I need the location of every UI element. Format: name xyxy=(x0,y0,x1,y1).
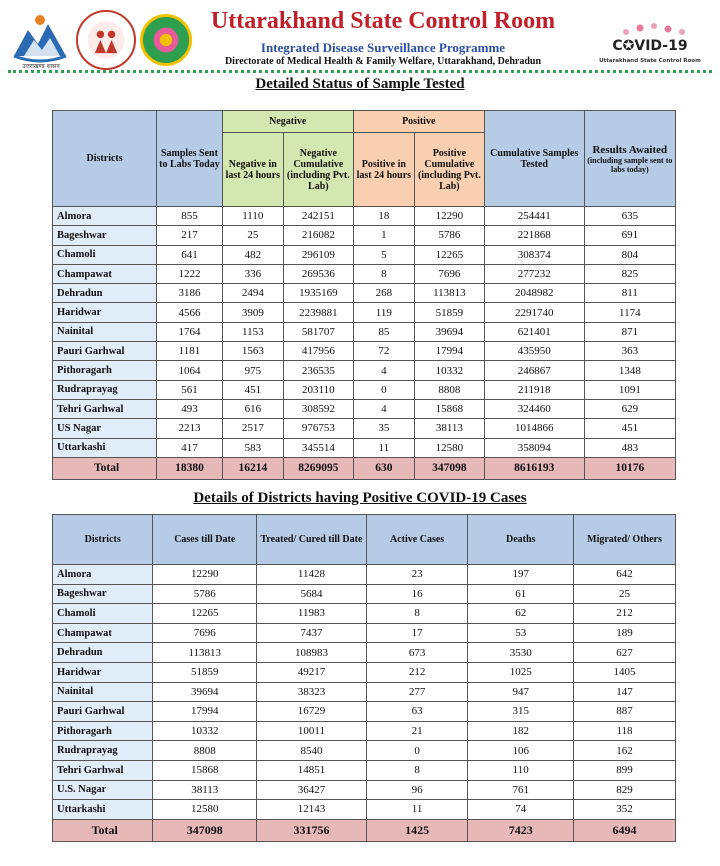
col-negative-24h: Negative in last 24 hours xyxy=(222,133,283,207)
value-cell: 277 xyxy=(366,682,468,702)
value-cell: 8 xyxy=(366,604,468,624)
table-row xyxy=(53,380,676,399)
value-cell: 417 xyxy=(157,438,223,457)
total-row xyxy=(53,457,676,479)
table-row xyxy=(53,419,676,438)
total-value-cell: 18380 xyxy=(157,457,223,479)
value-cell: 189 xyxy=(574,623,676,643)
value-cell: 85 xyxy=(353,322,414,341)
value-cell: 7696 xyxy=(153,623,257,643)
value-cell: 2048982 xyxy=(484,284,584,303)
value-cell: 38113 xyxy=(414,419,484,438)
col-results-awaited xyxy=(584,111,675,207)
value-cell: 16729 xyxy=(257,702,367,722)
value-cell: 451 xyxy=(584,419,675,438)
district-name-cell: Dehradun xyxy=(53,284,157,303)
value-cell: 583 xyxy=(222,438,283,457)
value-cell: 113813 xyxy=(414,284,484,303)
total-value-cell: 1425 xyxy=(366,819,468,841)
value-cell: 621401 xyxy=(484,322,584,341)
value-cell: 212 xyxy=(574,604,676,624)
district-name-cell: Dehradun xyxy=(53,643,153,663)
district-name-cell: Almora xyxy=(53,207,157,226)
uttarakhand-emblem-logo xyxy=(8,10,72,70)
value-cell: 871 xyxy=(584,322,675,341)
header-divider xyxy=(8,70,712,73)
total-value-cell: 16214 xyxy=(222,457,283,479)
value-cell: 254441 xyxy=(484,207,584,226)
value-cell: 976753 xyxy=(283,419,353,438)
value-cell: 825 xyxy=(584,264,675,283)
value-cell: 17994 xyxy=(414,342,484,361)
value-cell: 18 xyxy=(353,207,414,226)
covid-badge-subtext: Uttarakhand State Control Room xyxy=(599,58,701,64)
total-value-cell: 8616193 xyxy=(484,457,584,479)
col-group-positive: Positive xyxy=(353,111,484,133)
district-name-cell: Uttarkashi xyxy=(53,800,153,820)
table-row xyxy=(53,682,676,702)
value-cell: 39694 xyxy=(153,682,257,702)
value-cell: 113813 xyxy=(153,643,257,663)
table-row xyxy=(53,207,676,226)
total-value-cell: 630 xyxy=(353,457,414,479)
value-cell: 12265 xyxy=(414,245,484,264)
value-cell: 493 xyxy=(157,399,223,418)
value-cell: 96 xyxy=(366,780,468,800)
table-row xyxy=(53,662,676,682)
value-cell: 2239881 xyxy=(283,303,353,322)
value-cell: 110 xyxy=(468,760,574,780)
value-cell: 899 xyxy=(574,760,676,780)
value-cell: 12265 xyxy=(153,604,257,624)
total-label-cell: Total xyxy=(53,819,153,841)
total-value-cell: 347098 xyxy=(414,457,484,479)
table-row xyxy=(53,780,676,800)
district-name-cell: U.S. Nagar xyxy=(53,780,153,800)
table-row xyxy=(53,399,676,418)
value-cell: 947 xyxy=(468,682,574,702)
total-row xyxy=(53,819,676,841)
value-cell: 315 xyxy=(468,702,574,722)
table-row xyxy=(53,438,676,457)
district-name-cell: Chamoli xyxy=(53,245,157,264)
value-cell: 1348 xyxy=(584,361,675,380)
district-name-cell: Tehri Garhwal xyxy=(53,399,157,418)
value-cell: 25 xyxy=(574,584,676,604)
value-cell: 1174 xyxy=(584,303,675,322)
positive-cases-table xyxy=(52,514,676,842)
value-cell: 12290 xyxy=(414,207,484,226)
results-awaited-note: (including sample sent to labs today) xyxy=(587,155,673,174)
value-cell: 242151 xyxy=(283,207,353,226)
value-cell: 119 xyxy=(353,303,414,322)
value-cell: 855 xyxy=(157,207,223,226)
value-cell: 642 xyxy=(574,565,676,585)
district-name-cell: Chamoli xyxy=(53,604,153,624)
value-cell: 1405 xyxy=(574,662,676,682)
col-active: Active Cases xyxy=(366,515,468,565)
table-row xyxy=(53,760,676,780)
value-cell: 5786 xyxy=(414,226,484,245)
value-cell: 308374 xyxy=(484,245,584,264)
value-cell: 1222 xyxy=(157,264,223,283)
value-cell: 211918 xyxy=(484,380,584,399)
value-cell: 8808 xyxy=(153,741,257,761)
col-cumulative-tested: Cumulative Samples Tested xyxy=(484,111,584,207)
district-name-cell: Nainital xyxy=(53,322,157,341)
value-cell: 51859 xyxy=(414,303,484,322)
col-treated: Treated/ Cured till Date xyxy=(257,515,367,565)
district-name-cell: Uttarkashi xyxy=(53,438,157,457)
value-cell: 0 xyxy=(353,380,414,399)
value-cell: 217 xyxy=(157,226,223,245)
value-cell: 363 xyxy=(584,342,675,361)
table-row xyxy=(53,361,676,380)
value-cell: 62 xyxy=(468,604,574,624)
table-row xyxy=(53,604,676,624)
district-name-cell: Bageshwar xyxy=(53,584,153,604)
table-row xyxy=(53,284,676,303)
total-label-cell: Total xyxy=(53,457,157,479)
total-value-cell: 347098 xyxy=(153,819,257,841)
district-name-cell: Pauri Garhwal xyxy=(53,702,153,722)
col-migrated: Migrated/ Others xyxy=(574,515,676,565)
total-value-cell: 8269095 xyxy=(283,457,353,479)
value-cell: 23 xyxy=(366,565,468,585)
district-name-cell: Champawat xyxy=(53,623,153,643)
value-cell: 451 xyxy=(222,380,283,399)
col-districts: Districts xyxy=(53,111,157,207)
value-cell: 11983 xyxy=(257,604,367,624)
value-cell: 811 xyxy=(584,284,675,303)
table-row xyxy=(53,245,676,264)
value-cell: 197 xyxy=(468,565,574,585)
value-cell: 21 xyxy=(366,721,468,741)
value-cell: 53 xyxy=(468,623,574,643)
value-cell: 182 xyxy=(468,721,574,741)
value-cell: 147 xyxy=(574,682,676,702)
value-cell: 277232 xyxy=(484,264,584,283)
value-cell: 7437 xyxy=(257,623,367,643)
value-cell: 482 xyxy=(222,245,283,264)
value-cell: 5 xyxy=(353,245,414,264)
value-cell: 203110 xyxy=(283,380,353,399)
value-cell: 236535 xyxy=(283,361,353,380)
value-cell: 336 xyxy=(222,264,283,283)
col-positive-cumulative: Positive Cumulative (including Pvt. Lab) xyxy=(414,133,484,207)
value-cell: 345514 xyxy=(283,438,353,457)
value-cell: 14851 xyxy=(257,760,367,780)
value-cell: 5684 xyxy=(257,584,367,604)
value-cell: 8808 xyxy=(414,380,484,399)
sample-section-title: Detailed Status of Sample Tested xyxy=(255,76,465,92)
district-name-cell: Nainital xyxy=(53,682,153,702)
programme-subtitle: Integrated Disease Surveillance Programme xyxy=(260,40,506,55)
value-cell: 10011 xyxy=(257,721,367,741)
district-name-cell: US Nagar xyxy=(53,419,157,438)
value-cell: 1935169 xyxy=(283,284,353,303)
value-cell: 108983 xyxy=(257,643,367,663)
value-cell: 17 xyxy=(366,623,468,643)
value-cell: 435950 xyxy=(484,342,584,361)
national-health-mission-logo xyxy=(76,10,136,70)
value-cell: 4 xyxy=(353,399,414,418)
value-cell: 8 xyxy=(353,264,414,283)
value-cell: 1110 xyxy=(222,207,283,226)
value-cell: 358094 xyxy=(484,438,584,457)
value-cell: 1181 xyxy=(157,342,223,361)
value-cell: 2517 xyxy=(222,419,283,438)
value-cell: 2494 xyxy=(222,284,283,303)
cases-section-title: Details of Districts having Positive COVID-19 Cases xyxy=(193,490,527,506)
directorate-line: Directorate of Medical Health & Family Welfare, Uttarakhand, Dehradun xyxy=(224,56,542,67)
value-cell: 887 xyxy=(574,702,676,722)
total-value-cell: 10176 xyxy=(584,457,675,479)
value-cell: 691 xyxy=(584,226,675,245)
value-cell: 162 xyxy=(574,741,676,761)
district-name-cell: Haridwar xyxy=(53,662,153,682)
value-cell: 12580 xyxy=(414,438,484,457)
value-cell: 106 xyxy=(468,741,574,761)
col-group-negative: Negative xyxy=(222,111,353,133)
value-cell: 74 xyxy=(468,800,574,820)
value-cell: 38323 xyxy=(257,682,367,702)
value-cell: 641 xyxy=(157,245,223,264)
district-name-cell: Bageshwar xyxy=(53,226,157,245)
value-cell: 4 xyxy=(353,361,414,380)
value-cell: 12580 xyxy=(153,800,257,820)
col-samples-sent: Samples Sent to Labs Today xyxy=(157,111,223,207)
district-name-cell: Pithoragarh xyxy=(53,721,153,741)
value-cell: 36427 xyxy=(257,780,367,800)
total-value-cell: 6494 xyxy=(574,819,676,841)
value-cell: 561 xyxy=(157,380,223,399)
table-row xyxy=(53,741,676,761)
value-cell: 51859 xyxy=(153,662,257,682)
value-cell: 761 xyxy=(468,780,574,800)
table-row xyxy=(53,226,676,245)
value-cell: 1563 xyxy=(222,342,283,361)
district-name-cell: Haridwar xyxy=(53,303,157,322)
value-cell: 212 xyxy=(366,662,468,682)
page-header xyxy=(0,0,720,78)
value-cell: 38113 xyxy=(153,780,257,800)
value-cell: 629 xyxy=(584,399,675,418)
value-cell: 15868 xyxy=(414,399,484,418)
logo-caption: उत्तराखण्ड शासन xyxy=(22,63,60,70)
district-name-cell: Tehri Garhwal xyxy=(53,760,153,780)
table-row xyxy=(53,264,676,283)
value-cell: 16 xyxy=(366,584,468,604)
table-row xyxy=(53,303,676,322)
district-name-cell: Rudraprayag xyxy=(53,741,153,761)
district-name-cell: Rudraprayag xyxy=(53,380,157,399)
value-cell: 11 xyxy=(366,800,468,820)
covid-badge-text: C✪VID-19 xyxy=(612,38,688,54)
district-name-cell: Pithoragarh xyxy=(53,361,157,380)
value-cell: 12290 xyxy=(153,565,257,585)
value-cell: 804 xyxy=(584,245,675,264)
table-row xyxy=(53,584,676,604)
total-value-cell: 7423 xyxy=(468,819,574,841)
value-cell: 975 xyxy=(222,361,283,380)
value-cell: 1764 xyxy=(157,322,223,341)
table-row xyxy=(53,702,676,722)
value-cell: 8 xyxy=(366,760,468,780)
value-cell: 4566 xyxy=(157,303,223,322)
value-cell: 269536 xyxy=(283,264,353,283)
value-cell: 35 xyxy=(353,419,414,438)
value-cell: 673 xyxy=(366,643,468,663)
value-cell: 308592 xyxy=(283,399,353,418)
results-awaited-label: Results Awaited xyxy=(592,143,668,156)
table-row xyxy=(53,342,676,361)
table-row xyxy=(53,623,676,643)
table-row xyxy=(53,643,676,663)
value-cell: 8540 xyxy=(257,741,367,761)
value-cell: 2213 xyxy=(157,419,223,438)
dots-decoration-icon xyxy=(588,22,712,36)
value-cell: 635 xyxy=(584,207,675,226)
value-cell: 829 xyxy=(574,780,676,800)
value-cell: 627 xyxy=(574,643,676,663)
value-cell: 12143 xyxy=(257,800,367,820)
value-cell: 1091 xyxy=(584,380,675,399)
value-cell: 49217 xyxy=(257,662,367,682)
value-cell: 61 xyxy=(468,584,574,604)
table-row xyxy=(53,721,676,741)
col-districts: Districts xyxy=(53,515,153,565)
value-cell: 7696 xyxy=(414,264,484,283)
col-positive-24h: Positive in last 24 hours xyxy=(353,133,414,207)
value-cell: 15868 xyxy=(153,760,257,780)
value-cell: 3530 xyxy=(468,643,574,663)
value-cell: 0 xyxy=(366,741,468,761)
total-value-cell: 331756 xyxy=(257,819,367,841)
value-cell: 25 xyxy=(222,226,283,245)
value-cell: 296109 xyxy=(283,245,353,264)
table-row xyxy=(53,800,676,820)
value-cell: 3909 xyxy=(222,303,283,322)
value-cell: 1014866 xyxy=(484,419,584,438)
value-cell: 118 xyxy=(574,721,676,741)
value-cell: 417956 xyxy=(283,342,353,361)
value-cell: 1025 xyxy=(468,662,574,682)
col-deaths: Deaths xyxy=(468,515,574,565)
page-title: Uttarakhand State Control Room xyxy=(210,8,556,34)
value-cell: 616 xyxy=(222,399,283,418)
value-cell: 483 xyxy=(584,438,675,457)
value-cell: 1064 xyxy=(157,361,223,380)
value-cell: 2291740 xyxy=(484,303,584,322)
value-cell: 17994 xyxy=(153,702,257,722)
value-cell: 1153 xyxy=(222,322,283,341)
value-cell: 10332 xyxy=(414,361,484,380)
idsp-logo xyxy=(140,14,192,66)
value-cell: 268 xyxy=(353,284,414,303)
value-cell: 5786 xyxy=(153,584,257,604)
value-cell: 581707 xyxy=(283,322,353,341)
value-cell: 1 xyxy=(353,226,414,245)
district-name-cell: Champawat xyxy=(53,264,157,283)
value-cell: 221868 xyxy=(484,226,584,245)
table-row xyxy=(53,322,676,341)
value-cell: 10332 xyxy=(153,721,257,741)
covid-badge xyxy=(588,18,712,68)
sample-status-table xyxy=(52,110,676,480)
district-name-cell: Almora xyxy=(53,565,153,585)
value-cell: 63 xyxy=(366,702,468,722)
value-cell: 72 xyxy=(353,342,414,361)
col-negative-cumulative: Negative Cumulative (including Pvt. Lab) xyxy=(283,133,353,207)
col-cases: Cases till Date xyxy=(153,515,257,565)
value-cell: 352 xyxy=(574,800,676,820)
value-cell: 39694 xyxy=(414,322,484,341)
value-cell: 3186 xyxy=(157,284,223,303)
value-cell: 246867 xyxy=(484,361,584,380)
district-name-cell: Pauri Garhwal xyxy=(53,342,157,361)
value-cell: 216082 xyxy=(283,226,353,245)
table-row xyxy=(53,565,676,585)
value-cell: 11428 xyxy=(257,565,367,585)
value-cell: 324460 xyxy=(484,399,584,418)
value-cell: 11 xyxy=(353,438,414,457)
